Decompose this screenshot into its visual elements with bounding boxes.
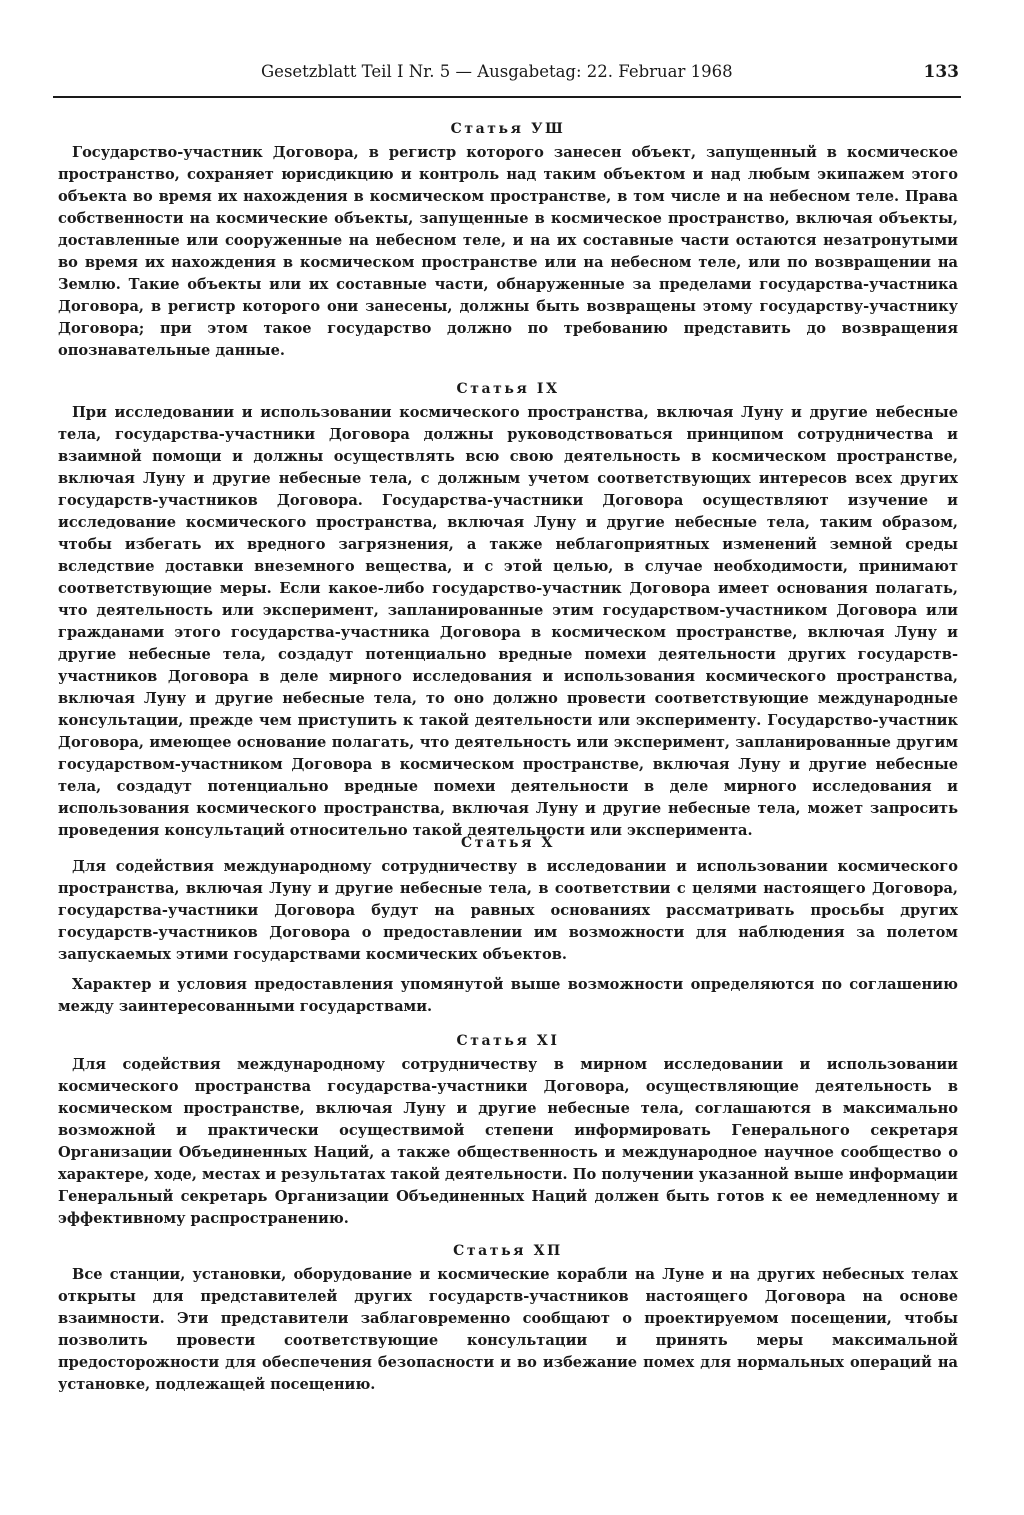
article-10-title: Статья X [461, 835, 555, 851]
running-header-title: Gesetzblatt Teil I Nr. 5 — Ausgabetag: 22. Februar 1968 [261, 62, 733, 81]
article-10-paragraph-2: Характер и условия предоставления упомянутой выше возможности определяются по соглашению между заинтересованными государствами. [58, 976, 958, 1015]
article-9 [58, 378, 958, 842]
article-12-title: Статья XП [453, 1243, 563, 1259]
article-9-paragraph-1: При исследовании и использовании космического пространства, включая Луну и другие небесные тела, государства-участники Договора должны руководствоваться принципом сотрудничества и взаимной помощи и должны осуществлять всю свою деятельность в космическом пространстве, включая Луну и другие небесные тела, с должным учетом соответствующих интересов всех других государств-участников Договора. Государства-участники Договора осуществляют изучение и исследование космического пространства, включая Луну и другие небесные тела, таким образом, чтобы избегать их вредного загрязнения, а также неблагоприятных изменений земной среды вследствие доставки внеземного вещества, и с этой целью, в случае необходимости, принимают соответствующие меры. Если какое-либо государство-участник Договора имеет основания полагать, что деятельность или эксперимент, запланированные этим государством-участником Договора или гражданами этого государства-участника Договора в космическом пространстве, включая Луну и другие небесные тела, создадут потенциально вредные помехи деятельности других государств-участников Договора в деле мирного исследования и использования космического пространства, включая Луну и другие небесные тела, то оно должно провести соответствующие международные консультации, прежде чем приступить к такой деятельности или эксперименту. Государство-участник Договора, имеющее основание полагать, что деятельность или эксперимент, запланированные другим государством-участником Договора в космическом пространстве, включая Луну и другие небесные тела, создадут потенциально вредные помехи деятельности в деле мирного исследования и использования космического пространства, включая Луну и другие небесные тела, может запросить проведения консультаций относительно такой деятельности или эксперимента. [58, 404, 958, 839]
article-11 [58, 1030, 958, 1230]
article-11-title: Статья XI [456, 1033, 560, 1049]
article-12 [58, 1240, 958, 1396]
page-number: 133 [923, 62, 959, 82]
article-9-title: Статья IX [456, 381, 560, 397]
article-8-paragraph-1: Государство-участник Договора, в регистр которого занесен объект, запущенный в космическое пространство, сохраняет юрисдикцию и контроль над таким объектом и над любым экипажем этого объекта во время их нахождения в космическом пространстве, в том числе и на небесном теле. Права собственности на космические объекты, запущенные в космическое пространство, включая объекты, доставленные или сооруженные на небесном теле, и на их составные части остаются незатронутыми во время их нахождения в космическом пространстве или на небесном теле, или по возвращении на Землю. Такие объекты или их составные части, обнаруженные за пределами государства-участника Договора, в регистр которого они занесены, должны быть возвращены этому государству-участнику Договора; при этом такое государство должно по требованию представить до возвращения опознавательные данные. [58, 144, 958, 359]
article-10-paragraph-1: Для содействия международному сотрудничеству в исследовании и использовании космического пространства, включая Луну и другие небесные тела, в соответствии с целями настоящего Договора, государства-участники Договора будут на равных основаниях рассматривать просьбы других государств-участников Договора о предоставлении им возможности для наблюдения за полетом запускаемых этими государствами космических объектов. [58, 858, 958, 963]
article-12-paragraph-1: Все станции, установки, оборудование и космические корабли на Луне и на других небесных телах открыты для представителей других государств-участников настоящего Договора на основе взаимности. Эти представители заблаговременно сообщают о проектируемом посещении, чтобы позволить провести соответствующие консультации и принять меры максимальной предосторожности для обеспечения безопасности и во избежание помех для нормальных операций на установке, подлежащей посещению. [58, 1266, 958, 1393]
article-8-title: Статья УШ [450, 121, 566, 137]
article-11-paragraph-1: Для содействия международному сотрудничеству в мирном исследовании и использовании космического пространства государства-участники Договора, осуществляющие деятельность в космическом пространстве, включая Луну и другие небесные тела, соглашаются в максимально возможной и практически осуществимой степени информировать Генерального секретаря Организации Объединенных Наций, а также общественность и международное научное сообщество о характере, ходе, местах и результатах такой деятельности. По получении указанной выше информации Генеральный секретарь Организации Объединенных Наций должен быть готов к ее немедленному и эффективному распространению. [58, 1056, 958, 1227]
article-8 [58, 118, 958, 362]
article-10 [58, 832, 958, 1018]
page-header [53, 62, 961, 98]
